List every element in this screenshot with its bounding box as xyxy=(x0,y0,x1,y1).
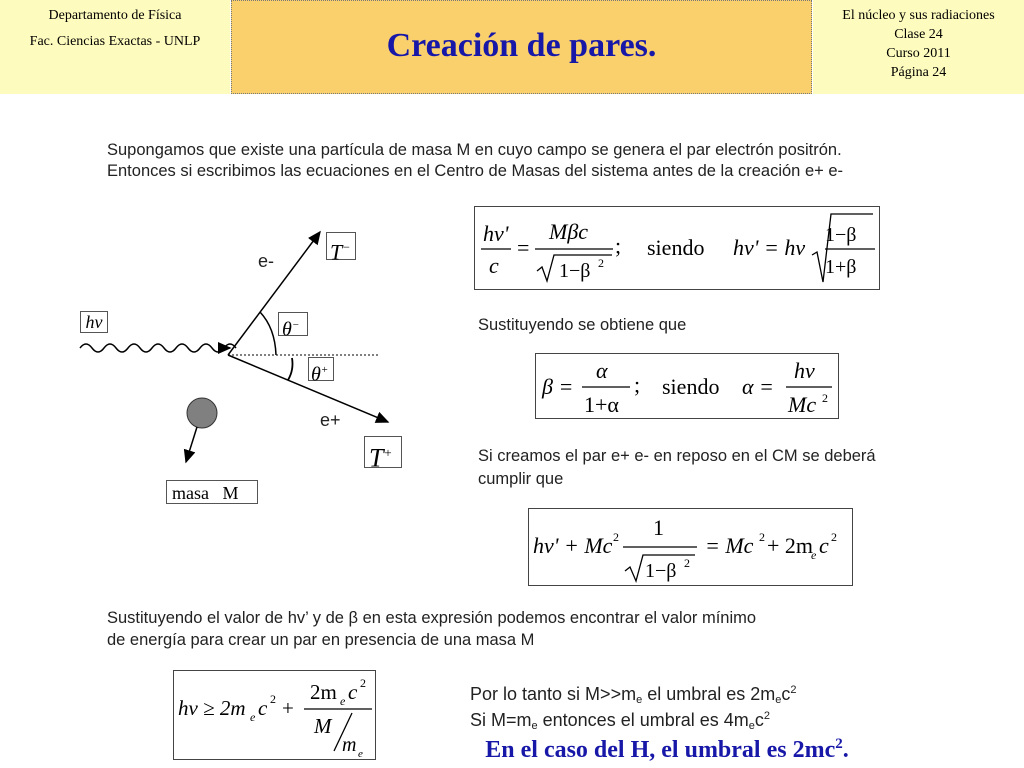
equation-beta xyxy=(535,353,839,419)
theta-plus-label: θ+ xyxy=(308,357,334,381)
eq1-hv-prime: hv' = hv xyxy=(733,235,806,260)
eq2-siendo: siendo xyxy=(662,374,720,399)
mass-label: masa M xyxy=(166,480,258,504)
eq2-beta: β = xyxy=(542,374,574,399)
pair-creation-diagram xyxy=(70,200,470,520)
eq1-sqrt-num: 1−β xyxy=(825,224,857,246)
eq4-frac-den: M xyxy=(314,714,332,738)
svg-text:2: 2 xyxy=(759,530,765,544)
class-number: Clase 24 xyxy=(894,27,943,42)
text-si-creamos-2: cumplir que xyxy=(478,470,564,488)
equation-energy xyxy=(528,508,853,586)
eq3-frac-num: 1 xyxy=(653,515,664,540)
svg-text:2: 2 xyxy=(598,256,604,270)
text-sustituyendo: Sustituyendo se obtiene que xyxy=(478,316,687,334)
svg-text:c: c xyxy=(258,696,268,720)
eq2-alpha: α = xyxy=(742,374,774,399)
header-left xyxy=(0,0,230,94)
t-minus-label: T− xyxy=(326,232,356,260)
svg-text:2: 2 xyxy=(831,530,837,544)
svg-text:c: c xyxy=(819,533,829,558)
svg-text:2: 2 xyxy=(360,676,366,690)
header-right xyxy=(813,0,1024,94)
text-valor-1: Sustituyendo el valor de hv’ y de β en esta expresión podemos encontrar el valor mínimo xyxy=(107,609,757,627)
eq4-frac-num: 2m xyxy=(310,680,337,704)
eq4-lhs: hv ≥ 2m xyxy=(178,696,246,720)
svg-text:=: = xyxy=(517,235,530,260)
eq1-lhs-den: c xyxy=(489,253,499,278)
t-plus-label: T+ xyxy=(364,436,402,468)
svg-text:m: m xyxy=(342,734,357,756)
positron-label: e+ xyxy=(320,410,341,430)
eq2-den: 1+α xyxy=(584,392,619,417)
page-title: Creación de pares. xyxy=(386,27,657,64)
theta-minus-label: θ− xyxy=(278,312,308,336)
text-valor-2: de energía para crear un par en presencia de una masa M xyxy=(107,631,535,649)
photon-wave xyxy=(80,344,236,352)
photon-label: hv xyxy=(80,311,108,333)
eq3-lhs: hv' + Mc xyxy=(533,533,613,558)
eq3-rhs2: + 2m xyxy=(767,533,814,558)
svg-text:2: 2 xyxy=(613,530,619,544)
svg-text:e: e xyxy=(340,694,346,708)
mass-recoil-arrow xyxy=(186,427,197,462)
eq1-lhs-num: hv' xyxy=(483,221,509,246)
text-si-creamos-1: Si creamos el par e+ e- en reposo en el CM se deberá xyxy=(478,447,876,465)
svg-text:2: 2 xyxy=(822,391,828,405)
department-label: Departamento de Física xyxy=(48,8,182,23)
course-year: Curso 2011 xyxy=(886,46,951,61)
eq1-rhs-den: 1−β xyxy=(559,260,591,282)
eq1-sqrt-den: 1+β xyxy=(825,256,857,278)
eq2-alpha-den: Mc xyxy=(788,392,817,417)
eq1-rhs-num: Mβc xyxy=(549,219,589,244)
electron-label: e- xyxy=(258,251,275,271)
eq2-num: α xyxy=(596,358,608,383)
svg-text:2: 2 xyxy=(270,692,276,706)
conclusion-line-2: Si $M=m_e$ entonces el umbral es $4m_ec^2$ xyxy=(470,710,770,732)
eq3-frac-den: 1−β xyxy=(645,560,677,582)
svg-text:c: c xyxy=(348,680,358,704)
equation-momentum xyxy=(474,206,880,290)
svg-text:+: + xyxy=(282,696,294,720)
theta-plus-arc xyxy=(288,358,293,380)
header-title-box xyxy=(231,0,812,94)
eq1-siendo: siendo xyxy=(647,235,705,260)
svg-text:e: e xyxy=(811,548,817,562)
conclusion-line-1: Por lo tanto si $M>>m_e$ el umbral es $2m_ec^2$ xyxy=(470,684,797,706)
intro-line-2: Entonces si escribimos las ecuaciones en el Centro de Masas del sistema antes de la creación e+ e- xyxy=(107,162,844,180)
svg-text:2: 2 xyxy=(684,556,690,570)
page-number: Página 24 xyxy=(890,65,947,80)
mass-sphere xyxy=(187,398,217,428)
svg-text:;: ; xyxy=(615,233,622,258)
intro-line-1: Supongamos que existe una partícula de masa M en cuyo campo se genera el par electrón positrón. xyxy=(107,141,842,159)
eq3-rhs: = Mc xyxy=(705,533,754,558)
svg-text:;: ; xyxy=(634,372,641,397)
course-topic: El núcleo y sus radiaciones xyxy=(842,8,995,23)
theta-minus-arc xyxy=(260,312,276,355)
svg-text:e: e xyxy=(358,748,363,760)
eq2-alpha-num: hv xyxy=(794,358,815,383)
svg-text:e: e xyxy=(250,710,256,724)
faculty-label: Fac. Ciencias Exactas - UNLP xyxy=(29,34,201,49)
bottom-statement: En el caso del H, el umbral es $2mc^2$. xyxy=(485,736,849,763)
